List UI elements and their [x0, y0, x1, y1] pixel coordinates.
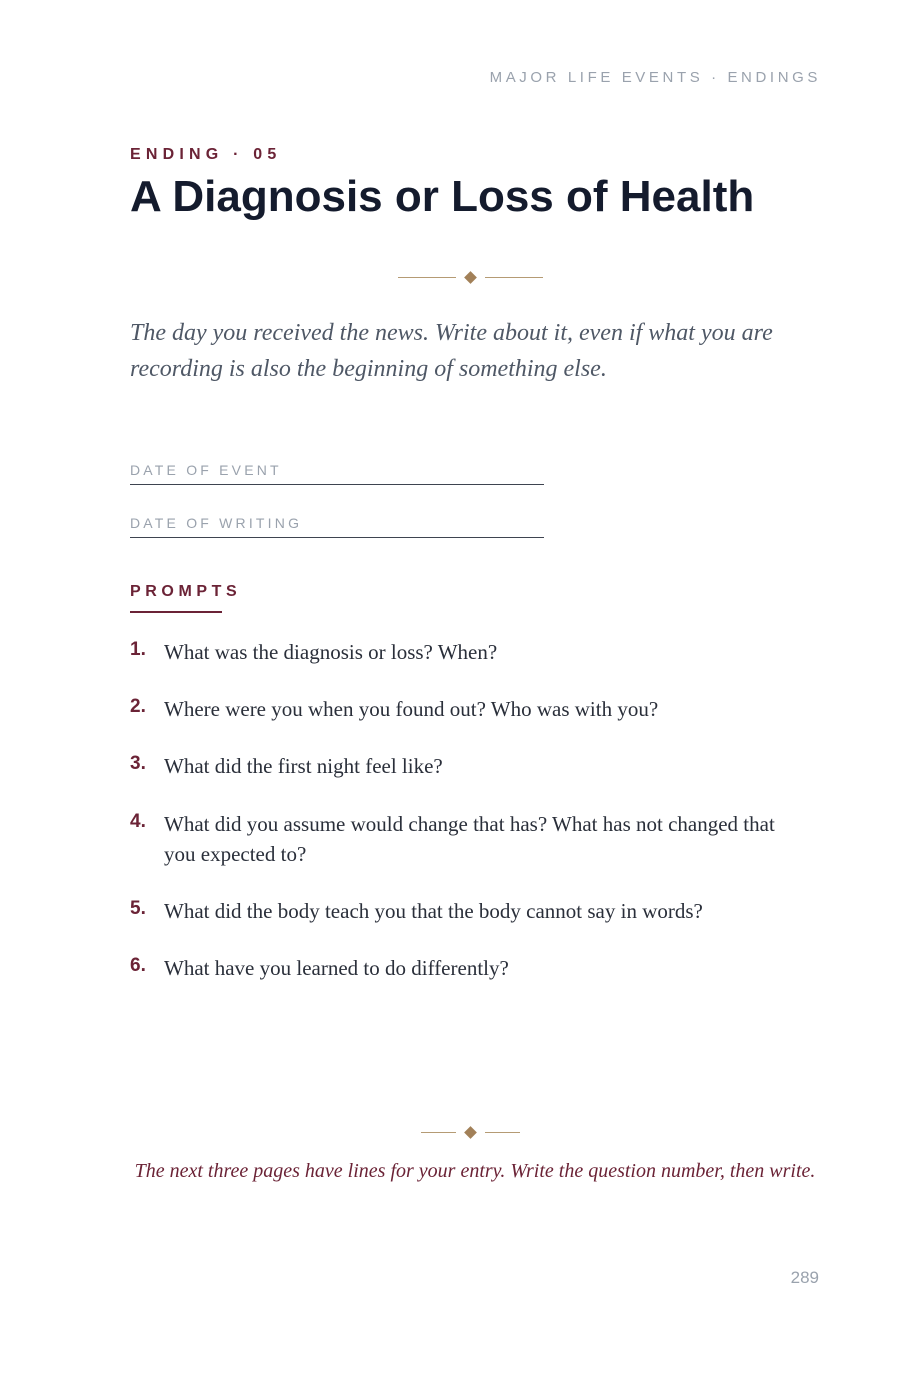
closing-note: The next three pages have lines for your entry. Write the question number, then write. — [134, 1160, 816, 1182]
page-title: A Diagnosis or Loss of Health — [130, 172, 755, 221]
diamond-ornament-icon — [464, 271, 477, 284]
entry-eyebrow: ENDING · 05 — [130, 146, 282, 163]
ornament-rule-left — [421, 1132, 456, 1133]
top-ornament — [398, 273, 543, 282]
page-number: 289 — [790, 1268, 819, 1287]
prompt-number: 1. — [130, 639, 146, 660]
prompt-text: Where were you when you found out? Who was with you? — [164, 697, 659, 721]
prompts-underline — [130, 611, 222, 613]
running-head: MAJOR LIFE EVENTS · ENDINGS — [489, 69, 821, 86]
diamond-ornament-icon — [464, 1126, 477, 1139]
prompt-text: What did the first night feel like? — [164, 754, 443, 778]
prompt-number: 4. — [130, 811, 146, 832]
prompt-text: What did the body teach you that the body cannot say in words? — [164, 899, 703, 923]
prompt-text: What did you assume would change that has? What has not changed that you expected to? — [164, 812, 775, 866]
intro-text: The day you received the news. Write about it, even if what you are recording is also the beginning of something else. — [130, 320, 773, 382]
ornament-rule-right — [485, 1132, 520, 1133]
prompt-number: 3. — [130, 753, 146, 774]
ornament-rule-left — [398, 277, 456, 278]
prompt-text: What have you learned to do differently? — [164, 956, 509, 980]
ornament-rule-right — [485, 277, 543, 278]
bottom-ornament — [421, 1128, 520, 1137]
date-of-event-label: DATE OF EVENT — [130, 462, 282, 478]
prompt-number: 2. — [130, 696, 146, 717]
prompts-heading: PROMPTS — [130, 583, 242, 600]
date-of-writing-field[interactable] — [130, 512, 544, 538]
date-of-writing-label: DATE OF WRITING — [130, 515, 303, 531]
date-of-event-field[interactable] — [130, 459, 544, 485]
prompt-number: 5. — [130, 898, 146, 919]
prompt-text: What was the diagnosis or loss? When? — [164, 640, 498, 664]
prompt-number: 6. — [130, 955, 146, 976]
